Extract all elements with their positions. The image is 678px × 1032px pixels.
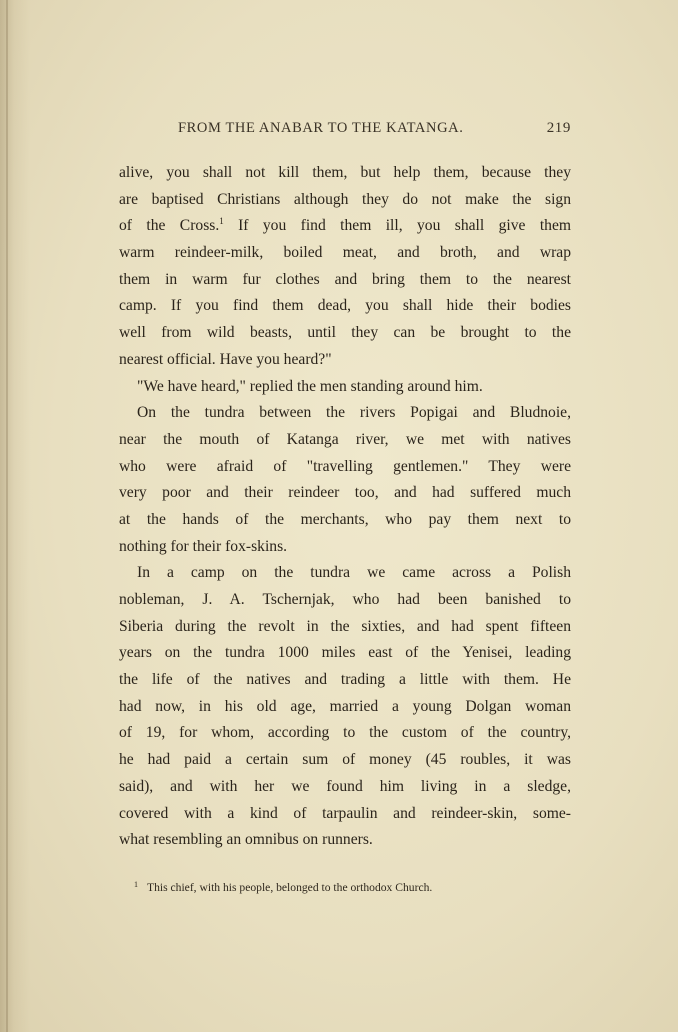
text-line: nobleman, J. A. Tschernjak, who had been banished to (119, 591, 571, 608)
text-line: who were afraid of "travelling gentlemen." They were (119, 457, 571, 475)
text-line (119, 213, 571, 240)
text-line: are baptised Christians although they do not make the sign (119, 190, 571, 208)
text-line: very poor and their reindeer too, and had suffered much (119, 484, 571, 502)
text-line: near the mouth of Katanga river, we met with natives (119, 430, 571, 448)
footnote-reference: 1 (219, 216, 224, 227)
text-line: them in warm fur clothes and bring them to the nearest (119, 270, 571, 288)
running-title: FROM THE ANABAR TO THE KATANGA. (178, 120, 464, 136)
text-segment: If you find them ill, you shall give them (223, 217, 571, 235)
text-line: nothing for their fox-skins. (119, 537, 288, 555)
text-line: On the tundra between the rivers Popigai and Bludnoie, (137, 404, 571, 422)
text-line: well from wild beasts, until they can be brought to the (119, 324, 571, 342)
text-line: had now, in his old age, married a young Dolgan woman (119, 697, 571, 715)
text-line: said), and with her we found him living in a sledge, (119, 777, 571, 795)
body-text (119, 160, 571, 854)
footnote-text: This chief, with his people, belonged to the orthodox Church. (147, 881, 433, 894)
footnote-mark: 1 (134, 880, 138, 889)
text-line: the life of the natives and trading a little with them. He (119, 671, 571, 689)
text-line: camp. If you find them dead, you shall hide their bodies (119, 297, 571, 315)
text-line: In a camp on the tundra we came across a Polish (137, 564, 571, 582)
running-head (178, 120, 571, 142)
text-line: what resembling an omnibus on runners. (119, 831, 373, 849)
text-line: alive, you shall not kill them, but help them, because they (119, 164, 571, 181)
text-line: of 19, for whom, according to the custom of the country, (119, 724, 571, 742)
text-line: nearest official. Have you heard?" (119, 350, 332, 368)
text-segment: of the Cross. (119, 217, 220, 235)
text-line: warm reindeer-milk, boiled meat, and broth, and wrap (119, 244, 571, 262)
text-line: "We have heard," replied the men standing around him. (137, 377, 483, 395)
text-line: covered with a kind of tarpaulin and reindeer-skin, some- (119, 804, 571, 822)
text-line: years on the tundra 1000 miles east of the Yenisei, leading (119, 644, 571, 662)
text-line: Siberia during the revolt in the sixties, and had spent fifteen (119, 617, 571, 635)
binding-gutter (6, 0, 8, 1032)
page-number: 219 (546, 120, 571, 136)
text-line: he had paid a certain sum of money (45 roubles, it was (119, 751, 571, 769)
text-line: at the hands of the merchants, who pay them next to (119, 510, 571, 528)
footnote (134, 880, 574, 894)
